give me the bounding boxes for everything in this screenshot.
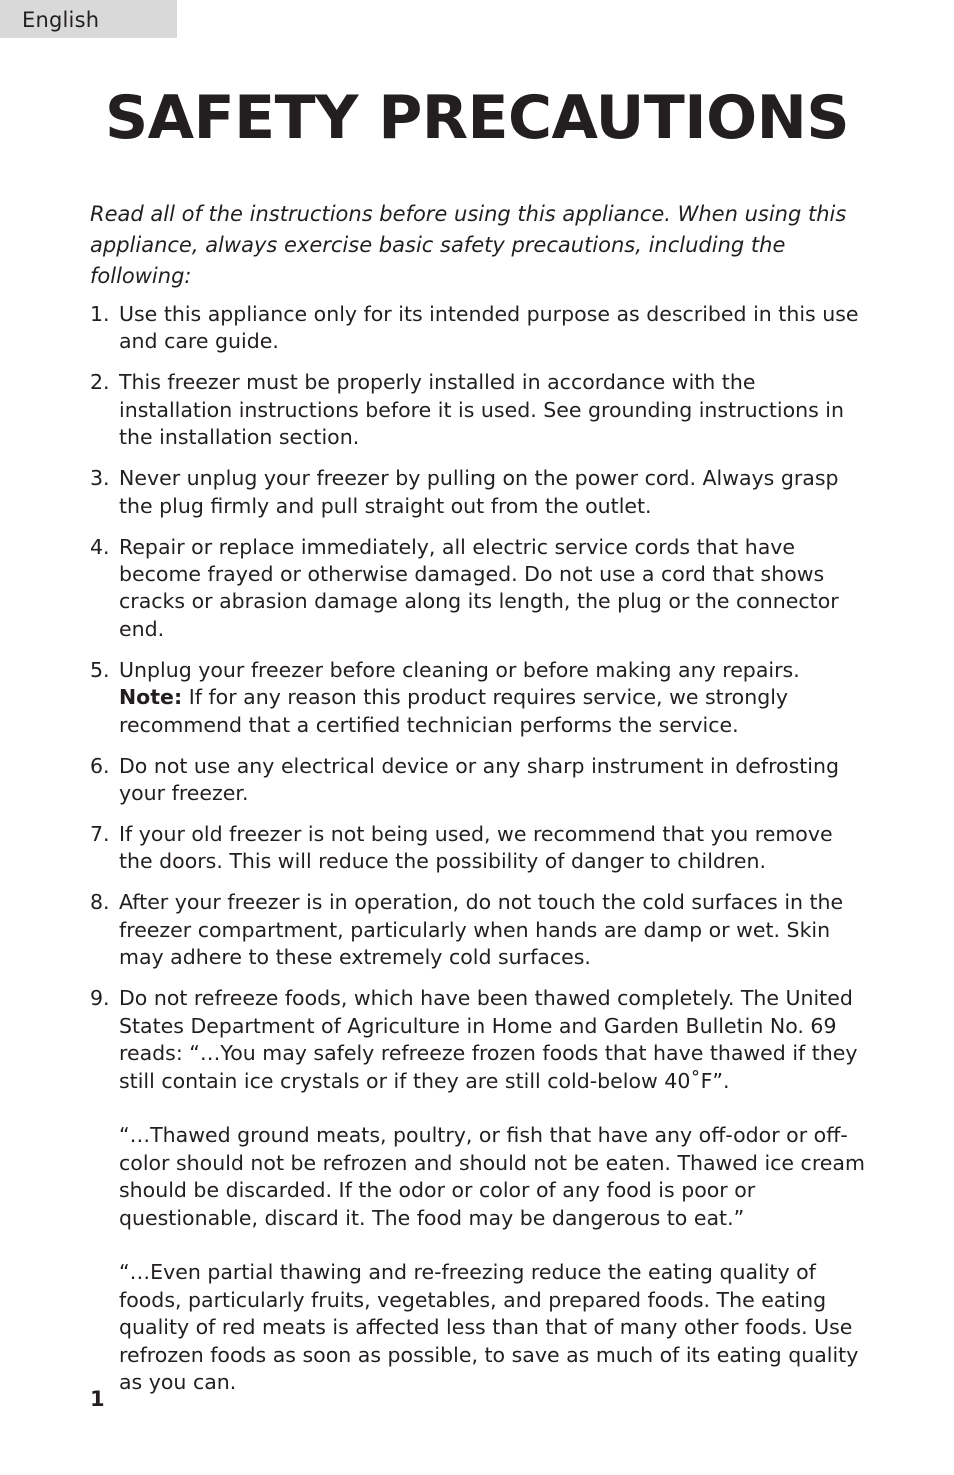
item-text: Use this appliance only for its intended purpose as described in this use and care guide.	[119, 302, 859, 354]
item-number: 3.	[90, 466, 110, 491]
item-text: Do not use any electrical device or any sharp instrument in defrosting your freezer.	[119, 753, 840, 806]
intro-paragraph: Read all of the instructions before using this appliance. When using this appliance, always exercise basic safety precautions, including the following:	[90, 202, 847, 288]
item-number: 5.	[90, 657, 110, 682]
usda-quote-1: “…Thawed ground meats, poultry, or fish that have any off-odor or off-color should not be refrozen and should not be eaten. Thawed ice cream should be discarded. If the odor or color of any food is poor or questionable, discard it. The food may be dangerous to eat.”	[119, 1123, 865, 1230]
list-item-4	[90, 534, 870, 644]
item-text: After your freezer is in operation, do not touch the cold surfaces in the freezer compartment, particularly when hands are damp or wet. Skin may adhere to these extremely cold surfaces.	[119, 890, 844, 970]
list-item-9	[90, 985, 870, 1396]
item-text: Never unplug your freezer by pulling on the power cord. Always grasp the plug firmly and pull straight out from the outlet.	[119, 466, 839, 518]
item-number: 7.	[90, 822, 110, 847]
item-text: If your old freezer is not being used, we recommend that you remove the doors. This will reduce the possibility of danger to children.	[119, 822, 833, 874]
page-title: SAFETY PRECAUTIONS	[104, 83, 850, 153]
item-text: Unplug your freezer before cleaning or before making any repairs.	[119, 657, 800, 682]
note-label: Note:	[119, 685, 183, 710]
item-number: 4.	[90, 534, 110, 559]
item-number: 6.	[90, 753, 110, 778]
list-item-2	[90, 369, 870, 451]
item-number: 9.	[90, 986, 110, 1011]
list-item-6	[90, 753, 870, 808]
item-text: This freezer must be properly installed in accordance with the installation instructions before it is used. See grounding instructions in the installation section.	[119, 370, 844, 450]
precautions-list	[90, 301, 870, 1410]
item-text: Repair or replace immediately, all electric service cords that have become frayed or otherwise damaged. Do not use a cord that shows cracks or abrasion damage along its length, the plug or the connector end.	[119, 534, 839, 641]
list-item-8	[90, 889, 870, 971]
language-tab: English	[0, 0, 177, 38]
list-item-5	[90, 657, 870, 739]
list-item-1	[90, 301, 870, 356]
list-item-7	[90, 821, 870, 876]
item-number: 2.	[90, 370, 110, 395]
item-number: 8.	[90, 890, 110, 915]
item-text: Do not refreeze foods, which have been thawed completely. The United States Department of Agriculture in Home and Garden Bulletin No. 69 reads: “…You may safely refreeze frozen foods that have thawed if they still contain ice crystals or if they are still cold-below 40˚F”.	[119, 986, 858, 1093]
usda-quote-2: “…Even partial thawing and re-freezing reduce the eating quality of foods, particularly fruits, vegetables, and prepared foods. The eating quality of red meats is affected less than that of many other foods. Use refrozen foods as soon as possible, to save as much of its eating quality as you can.	[119, 1260, 859, 1394]
list-item-3	[90, 465, 870, 520]
page-number: 1	[90, 1387, 105, 1411]
note-text: If for any reason this product requires service, we strongly recommend that a certified technician performs the service.	[119, 685, 789, 737]
item-number: 1.	[90, 302, 110, 326]
